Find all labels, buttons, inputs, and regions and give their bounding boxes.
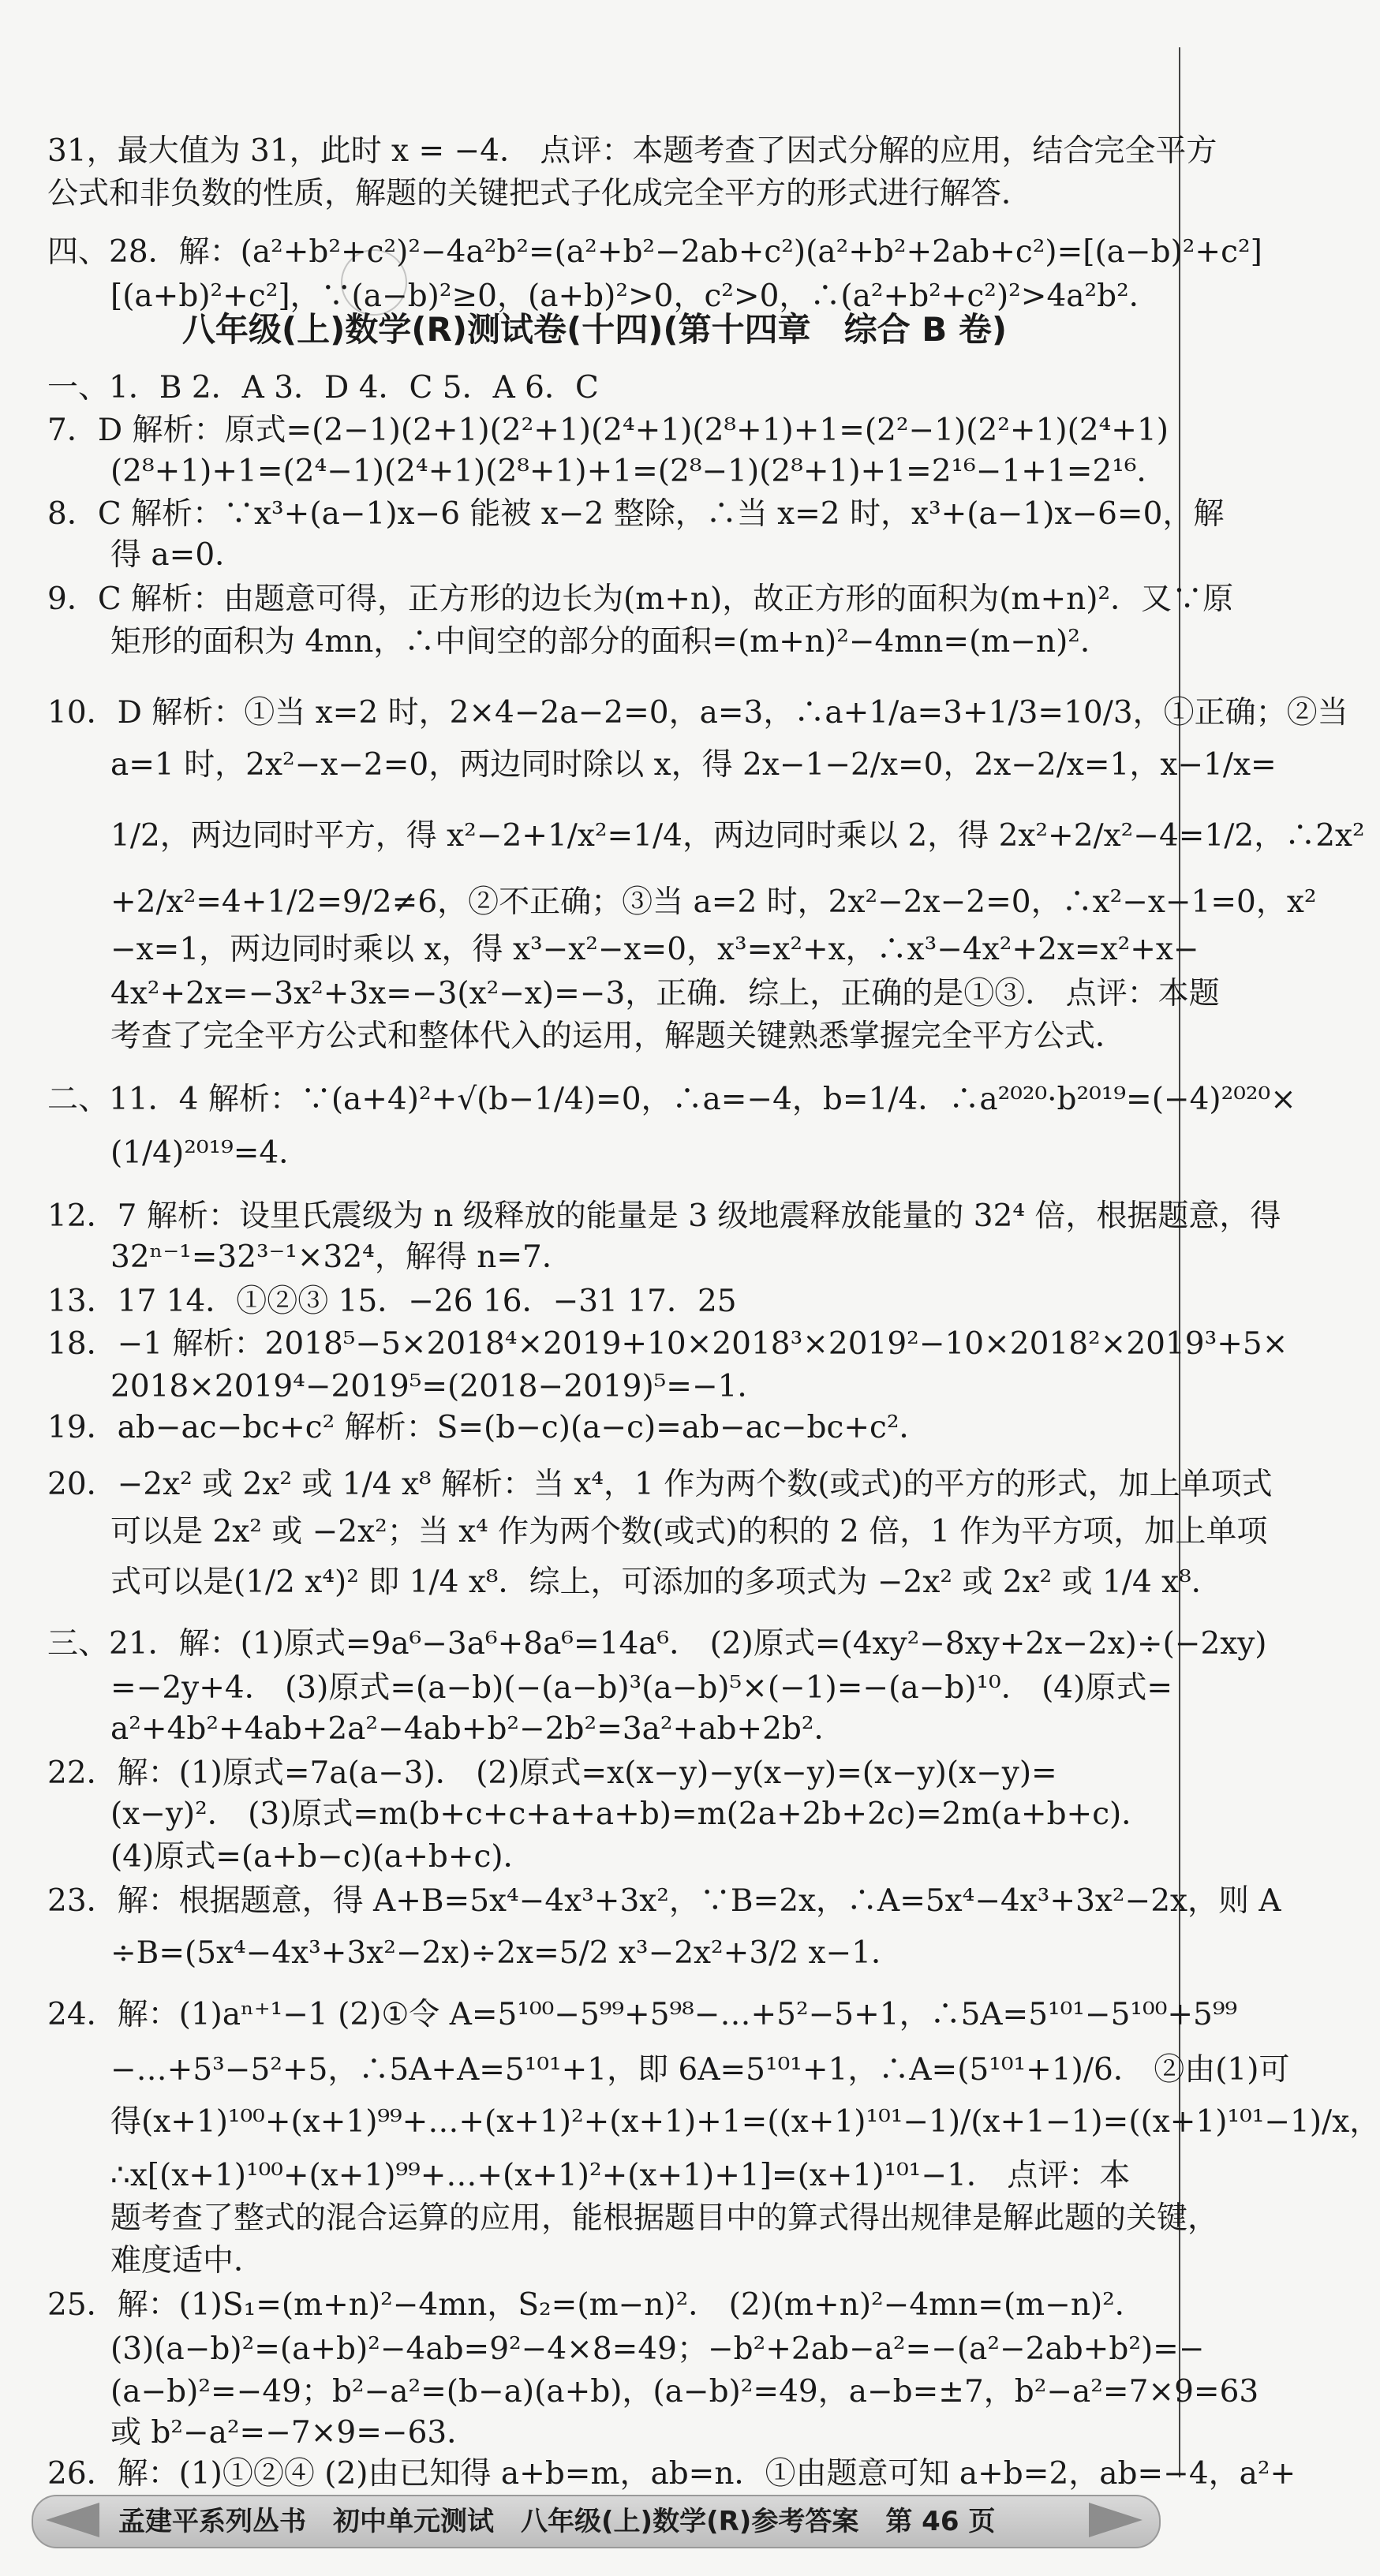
text-line: 1/2，两边同时平方，得 x²−2+1/x²=1/4，两边同时乘以 2，得 2x²+2/x²−4=1/2，∴2x² [110,818,1365,854]
arrow-left-decoration-icon [38,2499,101,2540]
text-line: 23．解：根据题意，得 A+B=5x⁴−4x³+3x²，∵B=2x，∴A=5x⁴−4x³+3x²−2x，则 A [47,1883,1281,1919]
section-heading: 八年级(上)数学(R)测试卷(十四)(第十四章 综合 B 卷) [181,310,1008,349]
text-line: 8．C 解析：∵x³+(a−1)x−6 能被 x−2 整除，∴当 x=2 时，x³+(a−1)x−6=0，解 [47,496,1225,532]
text-line: 难度适中． [110,2243,265,2279]
text-line: 式可以是(1/2 x⁴)² 即 1/4 x⁸．综上，可添加的多项式为 −2x² 或 2x² 或 1/4 x⁸． [110,1565,1222,1600]
text-line: 得(x+1)¹⁰⁰+(x+1)⁹⁹+…+(x+1)²+(x+1)+1=((x+1)¹⁰¹−1)/(x+1−1)=((x+1)¹⁰¹−1)/x， [110,2104,1380,2140]
text-line: 22．解：(1)原式=7a(a−3)． (2)原式=x(x−y)−y(x−y)=(x−y)(x−y)= [47,1755,1057,1791]
text-line: 20．−2x² 或 2x² 或 1/4 x⁸ 解析：当 x⁴，1 作为两个数(或式)的平方的形式，加上单项式 [47,1467,1273,1502]
text-line: 4x²+2x=−3x²+3x=−3(x²−x)=−3，正确．综上，正确的是①③． 点评：本题 [110,976,1220,1011]
text-line: [(a+b)²+c²]，∵(a−b)²≥0，(a+b)²>0，c²>0，∴(a²+b²+c²)²>4a²b²． [110,279,1160,314]
text-line: 可以是 2x² 或 −2x²；当 x⁴ 作为两个数(或式)的积的 2 倍，1 作为平方项，加上单项 [110,1514,1268,1550]
text-line: −x=1，两边同时乘以 x，得 x³−x²−x=0，x³=x²+x，∴x³−4x²+2x=x²+x− [110,932,1199,967]
text-line: (x−y)²． (3)原式=m(b+c+c+a+a+b)=m(2a+2b+2c)=2m(a+b+c)． [110,1796,1153,1832]
text-line: 12．7 解析：设里氏震级为 n 级释放的能量是 3 级地震释放能量的 32⁴ 倍，根据题意，得 [47,1198,1281,1234]
text-line: (1/4)²⁰¹⁹=4． [110,1135,310,1171]
text-line: 18．−1 解析：2018⁵−5×2018⁴×2019+10×2018³×2019²−10×2018²×2019³+5× [47,1326,1288,1362]
footer-text: 孟建平系列丛书 初中单元测试 八年级(上)数学(R)参考答案 第 46 页 [118,2506,996,2537]
text-line: 10．D 解析：①当 x=2 时，2×4−2a−2=0，a=3，∴a+1/a=3+1/3=10/3，①正确；②当 [47,695,1348,731]
text-line: 二、11．4 解析：∵(a+4)²+√(b−1/4)=0，∴a=−4，b=1/4．∴a²⁰²⁰·b²⁰¹⁹=(−4)²⁰²⁰× [47,1082,1296,1117]
text-line: =−2y+4． (3)原式=(a−b)(−(a−b)³(a−b)⁵×(−1)=−(a−b)¹⁰． (4)原式= [110,1670,1173,1706]
text-line: 四、28．解：(a²+b²+c²)²−4a²b²=(a²+b²−2ab+c²)(a²+b²+2ab+c²)=[(a−b)²+c²] [47,234,1262,270]
text-line: a²+4b²+4ab+2a²−4ab+b²−2b²=3a²+ab+2b²． [110,1711,845,1747]
text-line: 32ⁿ⁻¹=32³⁻¹×32⁴，解得 n=7． [110,1239,573,1275]
text-line: ∴x[(x+1)¹⁰⁰+(x+1)⁹⁹+…+(x+1)²+(x+1)+1]=(x+1)¹⁰¹−1． 点评：本 [110,2158,1131,2193]
text-line: 矩形的面积为 4mn，∴中间空的部分的面积=(m+n)²−4mn=(m−n)²． [110,624,1111,660]
text-line: (3)(a−b)²=(a+b)²−4ab=9²−4×8=49；−b²+2ab−a²=−(a²−2ab+b²)=− [110,2331,1205,2367]
text-line: (a−b)²=−49；b²−a²=(b−a)(a+b)，(a−b)²=49，a−b=±7，b²−a²=7×9=63 [110,2374,1259,2410]
text-line: 24．解：(1)aⁿ⁺¹−1 (2)①令 A=5¹⁰⁰−5⁹⁹+5⁹⁸−…+5²−5+1，∴5A=5¹⁰¹−5¹⁰⁰+5⁹⁹ [47,1997,1238,2032]
arrow-right-decoration-icon [1087,2499,1150,2540]
text-line: 2018×2019⁴−2019⁵=(2018−2019)⁵=−1． [110,1369,769,1404]
text-line: 考查了完全平方公式和整体代入的运用，解题关键熟悉掌握完全平方公式． [110,1019,1127,1054]
text-line: 26．解：(1)①②④ (2)由已知得 a+b=m，ab=n．①由题意可知 a+b=2，ab=−4，a²+ [47,2456,1296,2492]
text-line: −…+5³−5²+5，∴5A+A=5¹⁰¹+1，即 6A=5¹⁰¹+1，∴A=(5¹⁰¹+1)/6． ②由(1)可 [110,2052,1290,2088]
text-line: 13．17 14．①②③ 15．−26 16．−31 17．25 [47,1284,737,1319]
text-line: 31，最大值为 31，此时 x = −4． 点评：本题考查了因式分解的应用，结合完全平方 [47,133,1217,169]
text-line: +2/x²=4+1/2=9/2≠6，②不正确；③当 a=2 时，2x²−2x−2=0，∴x²−x−1=0，x² [110,884,1317,920]
text-line: ÷B=(5x⁴−4x³+3x²−2x)÷2x=5/2 x³−2x²+3/2 x−1． [110,1935,903,1971]
text-line: a=1 时，2x²−x−2=0，两边同时除以 x，得 2x−1−2/x=0，2x−2/x=1，x−1/x= [110,747,1277,783]
text-line: 题考查了整式的混合运算的应用，能根据题目中的算式得出规律是解此题的关键， [110,2200,1219,2236]
text-line: (4)原式=(a+b−c)(a+b+c)． [110,1839,534,1875]
text-line: 9．C 解析：由题意可得，正方形的边长为(m+n)，故正方形的面积为(m+n)²．又∵原 [47,581,1234,617]
text-line: 一、1．B 2．A 3．D 4．C 5．A 6．C [47,370,599,406]
text-line: 公式和非负数的性质，解题的关键把式子化成完全平方的形式进行解答． [47,176,1033,211]
text-line: (2⁸+1)+1=(2⁴−1)(2⁴+1)(2⁸+1)+1=(2⁸−1)(2⁸+1)+1=2¹⁶−1+1=2¹⁶． [110,454,1168,489]
text-line: 得 a=0． [110,537,246,573]
text-line: 19．ab−ac−bc+c² 解析：S=(b−c)(a−c)=ab−ac−bc+c²． [47,1410,930,1445]
text-line: 25．解：(1)S₁=(m+n)²−4mn，S₂=(m−n)²． (2)(m+n)²−4mn=(m−n)²． [47,2287,1146,2323]
text-line: 或 b²−a²=−7×9=−63． [110,2415,478,2451]
text-line: 三、21．解：(1)原式=9a⁶−3a⁶+8a⁶=14a⁶． (2)原式=(4xy²−8xy+2x−2x)÷(−2xy) [47,1626,1267,1662]
text-line: 7．D 解析：原式=(2−1)(2+1)(2²+1)(2⁴+1)(2⁸+1)+1=(2²−1)(2²+1)(2⁴+1) [47,413,1169,448]
